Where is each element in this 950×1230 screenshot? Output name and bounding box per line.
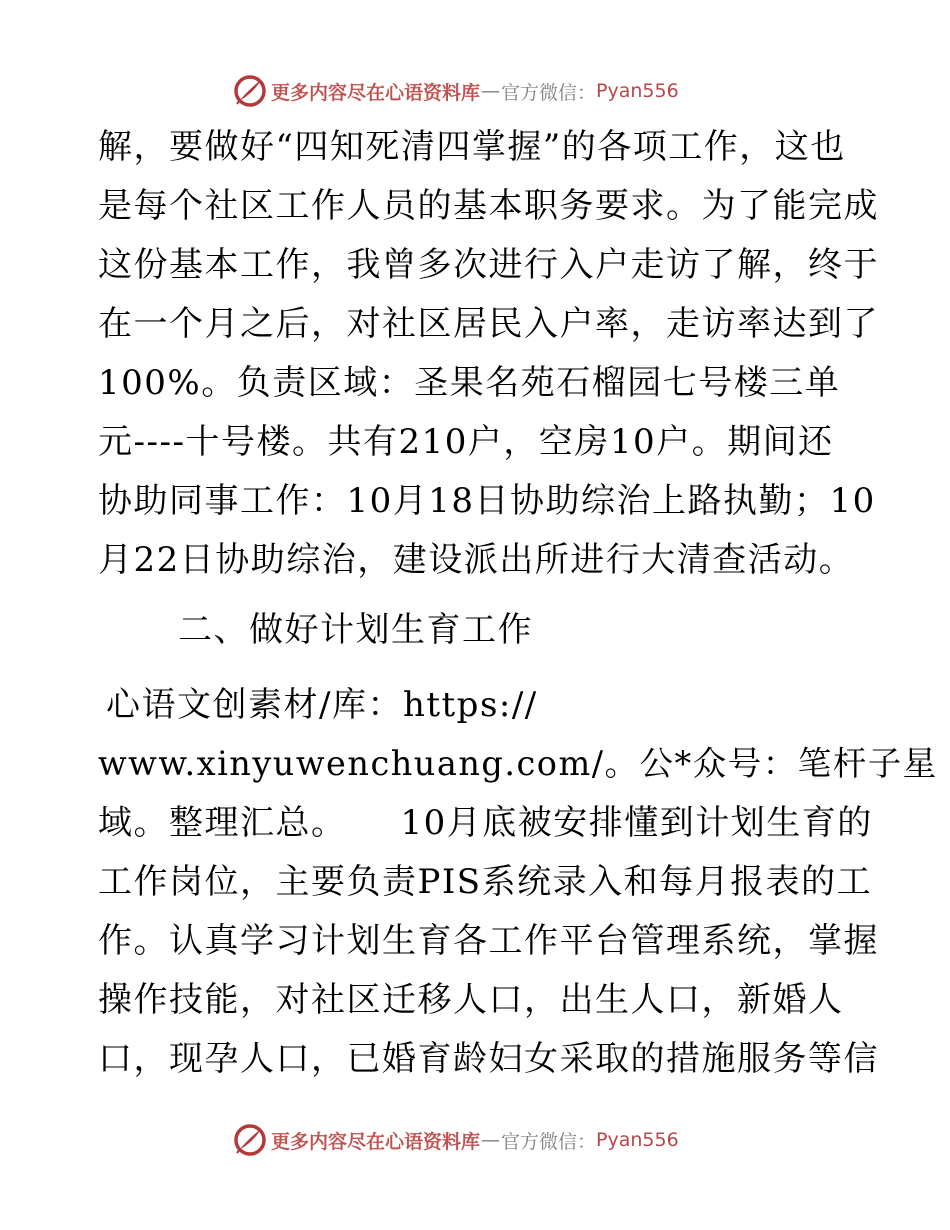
banner-wechat-label: 官方微信：	[501, 1130, 597, 1153]
body-line-7: 协助同事工作：10月18日协助综治上路执勤；10	[98, 481, 876, 521]
body-line-8: 月22日协助综治，建设派出所进行大清查活动。	[98, 540, 855, 580]
section-heading: 二、做好计划生育工作	[178, 610, 533, 650]
banner-dash: —	[481, 1129, 501, 1151]
body-line-3: 这份基本工作，我曾多次进行入户走访了解，终于	[98, 245, 879, 285]
banner-wechat-id: Pyan556	[596, 80, 679, 102]
banner-lead-text: 更多内容尽在心语资料库	[271, 1130, 481, 1153]
quill-logo-icon	[233, 74, 267, 108]
body-line-15: 操作技能，对社区迁移人口，出生人口，新婚人	[98, 980, 844, 1020]
body-line-4: 在一个月之后，对社区居民入户率，走访率达到了	[98, 304, 879, 344]
banner-wechat-id: Pyan556	[596, 1129, 679, 1151]
body-line-14: 作。认真学习计划生育各工作平台管理系统，掌握	[98, 921, 879, 961]
body-line-13: 工作岗位，主要负责PIS系统录入和每月报表的工	[98, 862, 873, 902]
body-line-1: 解，要做好“四知死清四掌握”的各项工作，这也	[98, 127, 846, 167]
body-line-2: 是每个社区工作人员的基本职务要求。为了能完成	[98, 186, 879, 226]
banner-dash: —	[481, 80, 501, 102]
footer-watermark-banner	[233, 1122, 713, 1158]
body-line-6: 元----十号楼。共有210户，空房10户。期间还	[98, 422, 834, 462]
body-line-11: www.xinyuwenchuang.com/。公*众号：笔杆子星	[98, 744, 938, 783]
banner-lead-text: 更多内容尽在心语资料库	[271, 81, 481, 104]
quill-logo-icon	[233, 1123, 267, 1157]
body-line-12: 域。整理汇总。 10月底被安排懂到计划生育的	[98, 803, 873, 843]
body-line-5: 100%。负责区域：圣果名苑石榴园七号楼三单	[98, 363, 841, 403]
banner-wechat-label: 官方微信：	[501, 81, 597, 104]
body-line-16: 口，现孕人口，已婚育龄妇女采取的措施服务等信	[98, 1039, 879, 1079]
header-watermark-banner	[233, 73, 713, 109]
body-line-10: 心语文创素材/库：https://	[106, 685, 538, 725]
